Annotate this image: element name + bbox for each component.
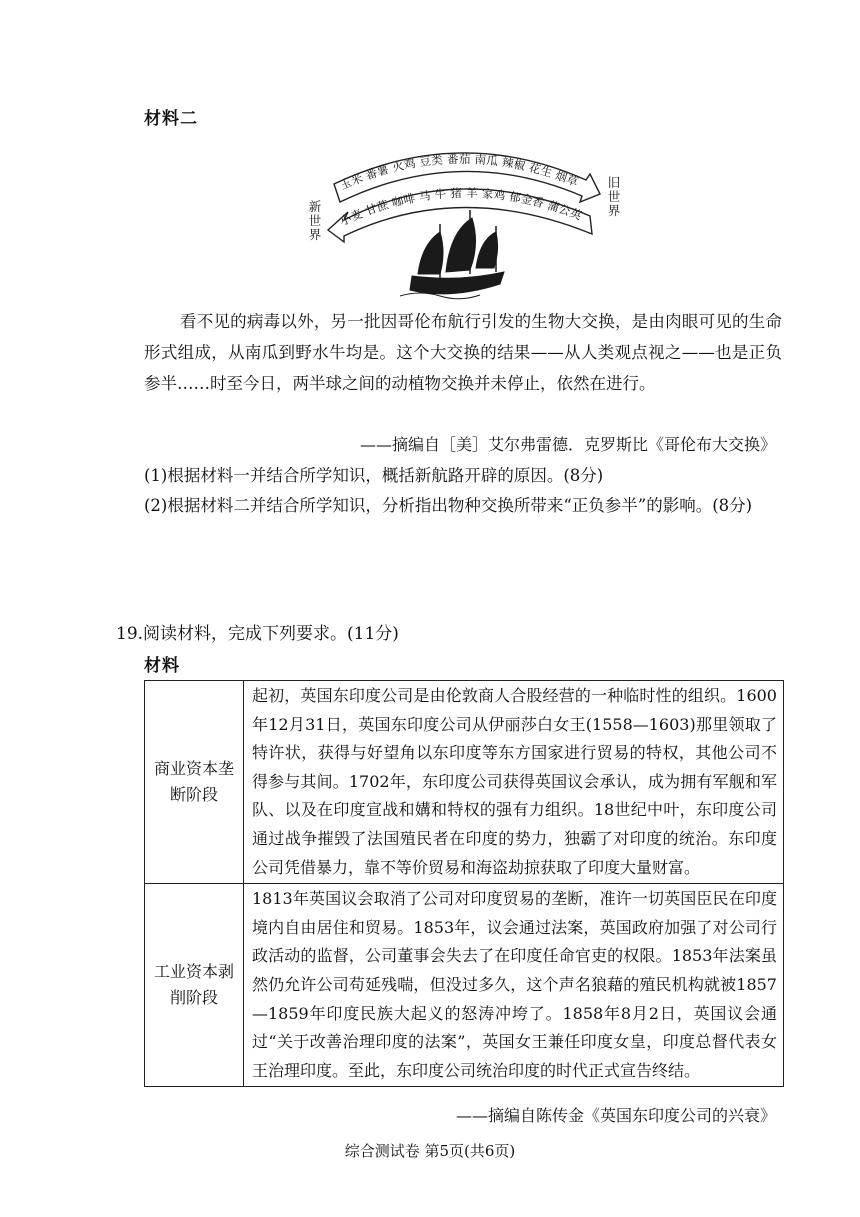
q19-source: ——摘编自陈传金《英国东印度公司的兴衰》: [455, 1106, 776, 1125]
stage-cell: 工业资本剥削阶段: [145, 884, 244, 1087]
lower-arrow-text: 小麦 甘蔗 咖啡 马 牛 猪 羊 家鸡 郁金香 蒲公英: [337, 185, 584, 229]
sailing-ship-icon: [400, 210, 504, 299]
species-exchange-figure: [300, 140, 630, 300]
page-footer: 综合测试卷 第5页(共6页): [344, 1142, 516, 1160]
new-world-label: 新世界: [308, 199, 322, 242]
stage-cell: 商业资本垄断阶段: [145, 681, 244, 884]
upper-arrow-text: 玉米 番薯 火鸡 豆类 番茄 南瓜 辣椒 花生 烟草: [337, 151, 581, 193]
material2-paragraph: 看不见的病毒以外，另一批因哥伦布航行引发的生物大交换，是由肉眼可见的生命形式组成，从南瓜到野水牛均是。这个大交换的结果——从人类观点视之——也是正负参半……时至今日，两半球之间的动植物交换并未停止，依然在进行。: [144, 312, 782, 393]
material2-source: ——摘编自［美］艾尔弗雷德．克罗斯比《哥伦布大交换》: [359, 435, 776, 454]
table-row: [145, 884, 784, 1087]
material-table: [144, 680, 784, 1087]
table-row: [145, 681, 784, 884]
material2-heading: 材料二: [144, 109, 198, 129]
old-world-label: 旧世界: [607, 175, 621, 218]
material-heading: 材料: [144, 656, 180, 676]
content-cell: 起初，英国东印度公司是由伦敦商人合股经营的一种临时性的组织。1600年12月31日，英国东印度公司从伊丽莎白女王(1558—1603)那里领取了特许状，获得与好望角以东印度等东方国家进行贸易的特权，其他公司不得参与其间。1702年，东印度公司获得英国议会承认，成为拥有军舰和军队、以及在印度宣战和媾和特权的强有力组织。18世纪中叶，东印度公司通过战争摧毁了法国殖民者在印度的势力，独霸了对印度的统治。东印度公司凭借暴力，靠不等价贸易和海盗劫掠获取了印度大量财富。: [244, 681, 784, 884]
question-1: (1)根据材料一并结合所学知识，概括新航路开辟的原因。(8分): [144, 466, 604, 485]
svg-text:玉米 番薯 火鸡 豆类 番茄 南瓜 辣椒 花生 烟草 向日葵: [300, 140, 584, 193]
question-19-title: 19.阅读材料，完成下列要求。(11分): [116, 624, 399, 644]
content-cell: 1813年英国议会取消了公司对印度贸易的垄断，准许一切英国臣民在印度境内自由居住和贸易。1853年，议会通过法案，英国政府加强了对公司行政活动的监督，公司董事会失去了在印度任命官吏的权限。1853年法案虽然仍允许公司苟延残喘，但没过多久，这个声名狼藉的殖民机构就被1857—1859年印度民族大起义的怒涛冲垮了。1858年8月2日，英国议会通过“关于改善治理印度的法案”，英国女王兼任印度女皇，印度总督代表女王治理印度。至此，东印度公司统治印度的时代正式宣告终结。: [244, 884, 784, 1087]
question-2: (2)根据材料二并结合所学知识，分析指出物种交换所带来“正负参半”的影响。(8分): [144, 496, 753, 515]
